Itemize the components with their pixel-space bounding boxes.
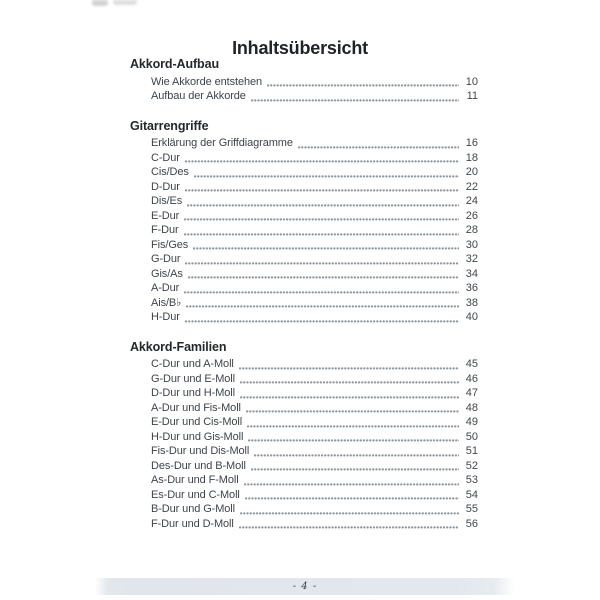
dotted-leader xyxy=(240,380,459,384)
entry-page-number: 56 xyxy=(465,517,478,530)
toc-entry xyxy=(130,209,478,224)
entry-label: A-Dur xyxy=(151,282,180,294)
entry-label: Fis-Dur und Dis-Moll xyxy=(151,445,250,457)
entry-page-number: 48 xyxy=(465,401,478,414)
entry-label: A-Dur und Fis-Moll xyxy=(151,401,241,414)
toc xyxy=(130,57,478,531)
dotted-leader xyxy=(240,395,459,399)
entry-page-number: 10 xyxy=(465,75,478,88)
toc-entry xyxy=(130,473,478,488)
scan-artifact xyxy=(113,0,137,5)
toc-entry xyxy=(130,180,478,195)
entry-page-number: 50 xyxy=(465,430,478,443)
dotted-leader xyxy=(193,246,459,250)
entry-label: H-Dur xyxy=(151,311,180,323)
toc-entry xyxy=(130,75,478,90)
entry-label: F-Dur xyxy=(151,224,179,236)
dotted-leader xyxy=(246,409,459,413)
entry-page-number: 47 xyxy=(465,387,478,399)
entry-label: D-Dur xyxy=(151,180,180,193)
entry-label: Cis/Des xyxy=(151,166,189,178)
entry-label: G-Dur xyxy=(151,253,181,265)
entry-label: H-Dur und Gis-Moll xyxy=(151,430,244,443)
entry-page-number: 53 xyxy=(465,474,478,486)
entry-page-number: 16 xyxy=(465,137,478,149)
dotted-leader xyxy=(248,438,459,442)
entry-label: Erklärung der Griffdiagramme xyxy=(151,137,293,149)
footer-band xyxy=(95,578,515,595)
entry-label: E-Dur xyxy=(151,209,180,222)
toc-entry xyxy=(130,223,478,238)
dotted-leader xyxy=(251,467,459,471)
dotted-leader xyxy=(240,511,459,515)
entry-page-number: 26 xyxy=(465,209,478,222)
toc-entry xyxy=(130,267,478,282)
page-title: Inhaltsübersicht xyxy=(232,38,368,59)
toc-entry xyxy=(130,310,478,325)
entry-label: B-Dur und G-Moll xyxy=(151,503,235,515)
toc-entry xyxy=(130,444,478,459)
toc-entry xyxy=(130,517,478,532)
toc-entry xyxy=(130,194,478,209)
dotted-leader xyxy=(184,232,459,236)
toc-entry xyxy=(130,459,478,474)
entry-label: As-Dur und F-Moll xyxy=(151,474,239,486)
toc-entry xyxy=(130,502,478,517)
toc-entry xyxy=(130,151,478,166)
entry-page-number: 30 xyxy=(465,238,478,251)
entry-page-number: 20 xyxy=(465,166,478,178)
entry-label: Gis/As xyxy=(151,267,183,280)
dotted-leader xyxy=(185,159,459,163)
toc-entry xyxy=(130,430,478,445)
toc-section xyxy=(130,57,478,104)
toc-entry xyxy=(130,357,478,372)
entry-page-number: 36 xyxy=(465,282,478,294)
entry-label: F-Dur und D-Moll xyxy=(151,517,234,530)
toc-entry xyxy=(130,252,478,267)
section-heading: Akkord-Familien xyxy=(130,339,227,354)
toc-entry xyxy=(130,281,478,296)
toc-entry xyxy=(130,89,478,104)
entry-page-number: 55 xyxy=(465,503,478,515)
entry-page-number: 24 xyxy=(465,195,478,207)
dotted-leader xyxy=(185,261,459,265)
entry-page-number: 34 xyxy=(465,267,478,280)
toc-entry xyxy=(130,488,478,503)
dotted-leader xyxy=(244,482,459,486)
dotted-leader xyxy=(251,98,459,102)
dotted-leader xyxy=(185,188,459,192)
dotted-leader xyxy=(194,174,459,178)
entry-page-number: 22 xyxy=(465,180,478,193)
dotted-leader xyxy=(185,319,459,323)
section-heading: Akkord-Aufbau xyxy=(130,57,219,71)
toc-entry xyxy=(130,386,478,401)
dotted-leader xyxy=(239,525,459,529)
entry-label: Ais/B♭ xyxy=(151,296,182,309)
dotted-leader xyxy=(184,217,459,221)
entry-label: D-Dur und H-Moll xyxy=(151,387,235,399)
entry-page-number: 28 xyxy=(465,224,478,236)
section-heading: Gitarrengriffe xyxy=(130,118,209,133)
dotted-leader xyxy=(247,424,459,428)
entry-page-number: 54 xyxy=(465,488,478,501)
entry-label: C-Dur und A-Moll xyxy=(151,358,234,370)
toc-entry xyxy=(130,372,478,387)
entry-label: Aufbau der Akkorde xyxy=(151,90,246,102)
entry-label: G-Dur und E-Moll xyxy=(151,372,235,385)
entry-label: C-Dur xyxy=(151,151,180,164)
entry-page-number: 38 xyxy=(465,296,478,309)
footer-page-number: - 4 - xyxy=(292,581,318,592)
toc-entry xyxy=(130,136,478,151)
entry-page-number: 40 xyxy=(465,311,478,323)
scan-artifact xyxy=(92,0,108,6)
toc-entry xyxy=(130,401,478,416)
dotted-leader xyxy=(239,366,459,370)
entry-page-number: 32 xyxy=(465,253,478,265)
entry-label: Fis/Ges xyxy=(151,238,189,251)
entry-label: Es-Dur und C-Moll xyxy=(151,488,240,501)
dotted-leader xyxy=(188,275,459,279)
toc-entry xyxy=(130,296,478,311)
entry-label: Des-Dur und B-Moll xyxy=(151,459,246,472)
toc-section xyxy=(130,119,478,325)
entry-page-number: 52 xyxy=(465,459,478,472)
dotted-leader xyxy=(184,290,459,294)
toc-section xyxy=(130,340,478,532)
dotted-leader xyxy=(267,83,459,87)
entry-page-number: 49 xyxy=(465,416,478,428)
entry-page-number: 11 xyxy=(466,90,478,102)
entry-page-number: 51 xyxy=(465,445,478,457)
toc-entry xyxy=(130,165,478,180)
dotted-leader xyxy=(245,496,459,500)
toc-entry xyxy=(130,238,478,253)
entry-page-number: 46 xyxy=(465,372,478,385)
toc-entry xyxy=(130,415,478,430)
entry-page-number: 45 xyxy=(465,358,478,370)
dotted-leader xyxy=(298,145,459,149)
entry-label: Dis/Es xyxy=(151,195,183,207)
entry-label: E-Dur und Cis-Moll xyxy=(151,416,243,428)
dotted-leader xyxy=(186,304,459,308)
dotted-leader xyxy=(187,203,459,207)
entry-page-number: 18 xyxy=(465,151,478,164)
entry-label: Wie Akkorde entstehen xyxy=(151,75,263,88)
dotted-leader xyxy=(254,453,459,457)
